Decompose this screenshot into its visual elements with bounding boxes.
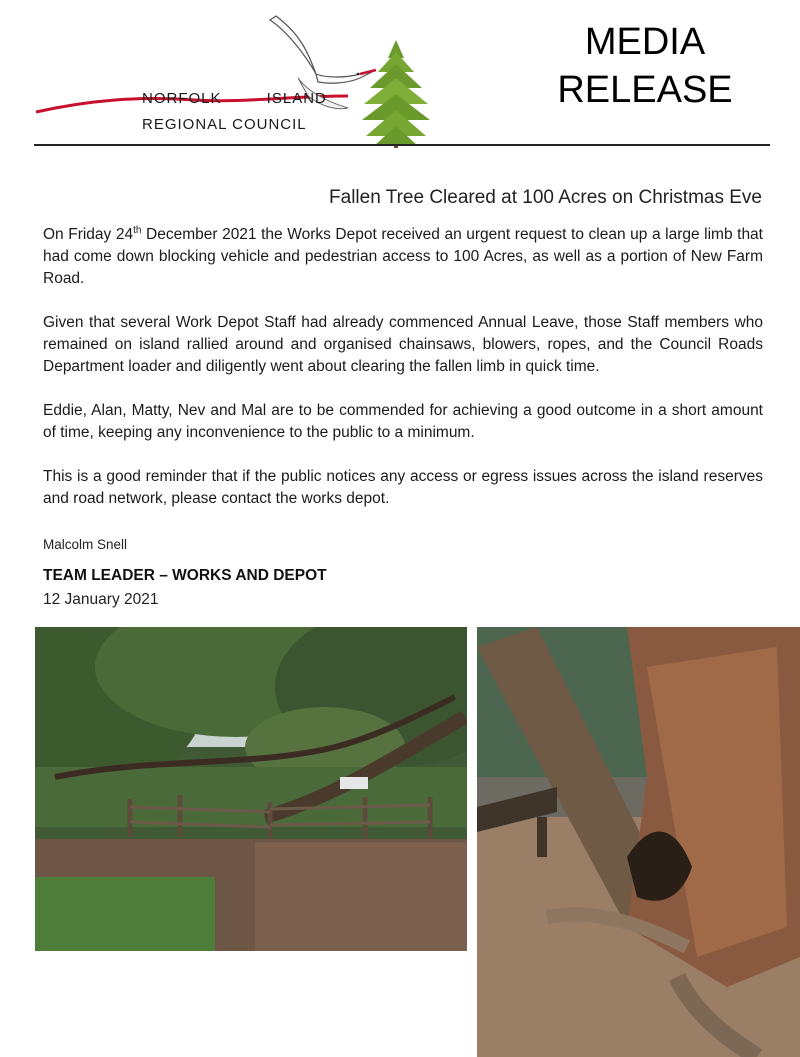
- media-release-line1: MEDIA: [584, 21, 706, 63]
- release-date: 12 January 2021: [43, 591, 159, 608]
- header-divider: [34, 144, 770, 146]
- photo-tree-trunk: [477, 627, 800, 1057]
- paragraph-1: [43, 224, 763, 290]
- signatory-name: Malcolm Snell: [43, 537, 128, 552]
- article-headline: Fallen Tree Cleared at 100 Acres on Christmas Eve: [329, 187, 762, 208]
- signatory-title: TEAM LEADER – WORKS AND DEPOT: [43, 567, 327, 584]
- pine-tree-icon: [362, 40, 430, 148]
- media-release-line2: RELEASE: [557, 69, 733, 111]
- logo-text-norfolk-island: NORFOLK ISLAND: [142, 90, 327, 107]
- paragraph-1-rest: December 2021 the Works Depot received an urgent request to clean up a large limb that had come down blocking vehicle and pedestrian access to 100 Acres, as well as a portion of New Farm Road.: [43, 226, 763, 287]
- paragraph-1-start: On Friday 24: [43, 226, 134, 243]
- logo-text-regional-council: REGIONAL COUNCIL: [142, 116, 307, 133]
- paragraph-3: Eddie, Alan, Matty, Nev and Mal are to be commended for achieving a good outcome in a short amount of time, keeping any inconvenience to the public to a minimum.: [43, 402, 763, 441]
- photo-fallen-tree: [35, 627, 467, 951]
- ordinal-suffix: th: [133, 224, 142, 236]
- article-body: [43, 224, 763, 532]
- paragraph-4: This is a good reminder that if the public notices any access or egress issues across the island reserves and road network, please contact the works depot.: [43, 468, 763, 507]
- council-logo: [30, 8, 460, 148]
- paragraph-2: Given that several Work Depot Staff had already commenced Annual Leave, those Staff members who remained on island rallied around and organised chainsaws, blowers, ropes, and the Council Roads Department loader and diligently went about clearing the fallen limb in quick time.: [43, 314, 763, 375]
- media-release-heading: [545, 18, 745, 114]
